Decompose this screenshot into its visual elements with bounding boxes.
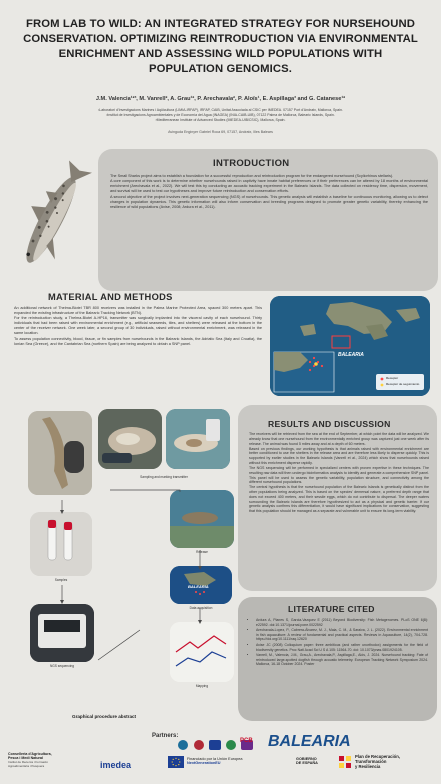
caption-sampling: Sampling and marking transmitter <box>140 475 188 479</box>
affiliations <box>20 108 421 123</box>
shark-illustration <box>4 150 99 290</box>
eu-line-1: Financiado por la Unión Europea <box>187 757 243 761</box>
gobierno-logo <box>296 757 336 765</box>
intro-text <box>110 174 428 210</box>
eu-funding <box>187 757 257 765</box>
affiliation-3: ³Mediterranean Institute of Advanced Studies (IMEDEA-UIB/CSIC), Mallorca, Spain. <box>155 118 286 122</box>
caption-ngs: NGS sequencing <box>49 664 75 668</box>
methods-paragraph: To assess population connectivity, blood, tissue, or fin samples from nursehounds in the Balearic Islands, the Adriatic Sea (Italy and Croatia), the Ionian Sea (Greece), and the Cantabrian Sea (northern Spain) are being analyzed to obtain a SNP panel. <box>14 336 262 346</box>
literature-heading: LITERATURE CITED <box>288 604 375 614</box>
caib-logo <box>8 752 72 768</box>
graphical-abstract-label: Graphical procedure abstract <box>72 714 137 719</box>
intro-heading: INTRODUCTION <box>213 158 290 169</box>
reference-item: • Arechavala-Lopez, P., Cabrera-Álvarez, M. J., Maia, C. M., & Saraiva, J. L. (2022). Environmental enrichment in fish aquaculture: A review of fundamental and practical aspects. Reviews in Aquaculture, 14(2), 704-728. https://doi.org/10.1111/raq.12620 <box>256 628 428 642</box>
introduction-panel <box>98 149 438 291</box>
caib-line-4: Agroalimentària i Pesquera <box>8 764 45 768</box>
affiliation-1: ¹Laboratori d'Investigacions Marines i Aqüicultura (LIMIA-IRFAP), IRFAP, CAIB, Unitat Associada al CSIC per IMEDEA. 07157 Port d'Andratx, Mallorca, Spain. <box>98 108 343 112</box>
plan-recuperacion-icon <box>338 755 352 769</box>
map-panel <box>270 296 430 396</box>
authors-line: J.M. Valencia¹²³, M. Vanrell², A. Grau¹², P. Arechavala², P. Aloïs¹, E. Aspillaga³ and G. Catanese¹² <box>95 96 346 102</box>
procedure-arrows <box>20 480 230 705</box>
literature-list <box>252 618 428 667</box>
caption-mapping: Mapping <box>195 684 209 688</box>
intro-paragraph: The Small Sharks project aims to establish a foundation for a successful reproduction and reintroduction program for the endangered nursehound (Scyliorhinus stellaris). <box>110 174 394 178</box>
results-paragraph: The central hypothesis is that the nursehound population of the Balearic Islands is genetically distinct from the other populations being analyzed. This is based on the species' demersal nature, a preferred depth range that does not exceed 400 meters, and their sessile eggs, which do not contribute to dispersal. The deeper waters surrounding the Balearic Islands are therefore hypothesized to act as a physical and genetic barrier. If our genetic analysis confirms this differentiation, it would have significant implications for conservation, suggesting that this population should be managed as a separate and vulnerable unit to ensure its long-term viability. <box>249 485 429 514</box>
partners-label: Partners: <box>152 733 179 739</box>
caib-line-2: Pesca i Medi Natural <box>8 756 43 760</box>
eu-line-2: NextGenerationEU <box>187 761 221 765</box>
results-paragraph: Based on previous findings, our working hypothesis is that animals raised with environmental enrichment are better conditioned to use the shelters in the release area and are therefore less likely to disperse quickly. This is supported by earlier studies in the Balearic Islands (Vanrell et al., 2024) which show that nursehounds raised without this enrichment disperse rapidly. <box>249 446 429 465</box>
results-paragraph: The NGS sequencing will be performed in specialized centers with proven expertise in these techniques. The resulting raw data will then undergo bioinformatics analysis to identify and generate a comprehensive SNP panel. This panel will be used to assess the genetic variability, population structure, and connectivity among the different nursehound populations. <box>249 466 429 485</box>
results-text <box>249 432 429 514</box>
caib-line-3: Institut de Recerca i Formació <box>8 760 48 764</box>
map-legend-1: Receptor <box>386 376 399 380</box>
reference-item: • Vanrell, M., Valencia, J.M., Grau,A., Arechavala,P., Aspillaga,E., Alós, J. 2024. Nursehound tracking: Fate of reintroduced large-spotted dogfish through acoustic telemetry. European Tracking Network Symposium 2024. Mallorca, 16-18 October 2024. Poster <box>256 653 428 667</box>
photo-sampling-left <box>98 409 162 469</box>
intro-paragraph: A core component of this work is to determine whether nursehounds raised in captivity have innate habitat preferences or if their preferences can be altered by 18 months of environmental enrichment (Arechavala et al., 2022). We will test this by conducting an acoustic tracking experiment in the Balearic Islands. The data collected on residency time, dispersion, movement, and survival will be used to test our hypotheses and improve future reintroduction and conservation efforts. <box>110 179 428 194</box>
photo-sampling-right <box>166 409 230 469</box>
caption-data: Data acquisition <box>189 606 213 610</box>
plan-line-1: Plan de Recuperación, <box>355 754 400 759</box>
affiliation-2: ²Institut de Investigacions Agroambientales y de Economía del Agua (INAGEA) (INIA-CAIB-UIB), 07122 Palma de Mallorca, Balearic Islands, Spain. <box>106 113 335 117</box>
map-brand: BALEARIA <box>338 352 364 358</box>
caption-samples: Samples <box>54 578 68 582</box>
reference-item: • Ardura A, Planes S, Garcia-Vazquez E (2011) Beyond Biodiversity: Fish Metagenomes. PLoS ONE 6(8): e22592. doi:10.1371/journal.pone.0022592 <box>256 618 428 627</box>
gobierno-line-1: GOBIERNO <box>296 757 317 761</box>
caption-release: Release <box>196 550 208 554</box>
methods-heading: MATERIAL AND METHODS <box>48 292 173 302</box>
results-heading: RESULTS AND DISCUSSION <box>268 419 391 429</box>
methods-paragraph: An additional network of Thelma-Biotel TBR 800 receivers was installed in the Palma Marine Protected Area, spaced 300 meters apart. This expanded the existing infrastructure of the Balearic Tracking Network (BTN). <box>14 306 262 315</box>
plan-line-2: Transformación <box>355 759 387 764</box>
plan-recuperacion <box>355 754 435 769</box>
eu-flag-icon <box>168 756 184 768</box>
map-legend-2: Receptor de seguimiento <box>386 382 420 386</box>
plan-line-3: y Resiliencia <box>355 764 381 769</box>
gobierno-line-2: DE ESPAÑA <box>296 761 318 765</box>
caib-line-1: Conselleria d'Agricultura, <box>8 752 52 756</box>
partner-pcb: PCB <box>240 738 253 744</box>
results-paragraph: The receivers will be retrieved from the sea at the end of September, at which point the data will be analyzed. We already know that one nursehound from the environmentally enriched group was captured just one week after its release. The animal was found 5 miles away and at a depth of 60 meters. <box>249 432 429 446</box>
address-line: Avinguda Enginyer Gabriel Roca 69, 07157, Andratx, Illes Balears <box>168 130 273 134</box>
imedea-logo: imedea <box>100 760 132 770</box>
reference-item: • Avise JC (2008) Colloquium paper: three ambitious (and rather unorthodox) assignments for the field of biodiversity genetics. Proc Natl Acad Sci U S A 105: 11564-70. doi: 10.1073/pnas.0801924105. <box>256 643 428 652</box>
intro-paragraph: A second objective of the project involves next-generation sequencing (NGS) of nursehounds. This genetic analysis will establish a baseline for continuous monitoring, allowing us to detect changes in population dynamics. This genetic information will also inform conservation and breeding programs designed to promote greater genetic variability, thereby enhancing the resilience of wild populations (Avise, 2008; Ardura et al., 2011). <box>110 194 428 209</box>
poster-title: FROM LAB TO WILD: AN INTEGRATED STRATEGY FOR NURSEHOUND CONSERVATION. OPTIMIZING REINTRODUCTION VIA ENVIRONMENTAL ENRICHMENT AND ASSESSING WILD POPULATIONS WITH POPULATION GENOMICS. <box>23 18 418 75</box>
map-illustration <box>270 296 430 396</box>
data-acquisition-brand: BALEARIA <box>188 584 209 589</box>
methods-text <box>14 306 262 347</box>
partner-balearia: BALEARIA <box>268 733 351 750</box>
methods-paragraph: For the reintroduction study, a Thelma-Biotel A-HP16, transmitter was surgically implanted into the visceral cavity of each nursehound. Thirty individuals that had been raised with environmental enrichment (e.g., artificial seaweeds, tiles, and shelters) were released at the bottom in the center of the receiver network. One week later, a second group of 30 individuals, raised without environmental enrichment, was released in the same location. <box>14 316 262 336</box>
